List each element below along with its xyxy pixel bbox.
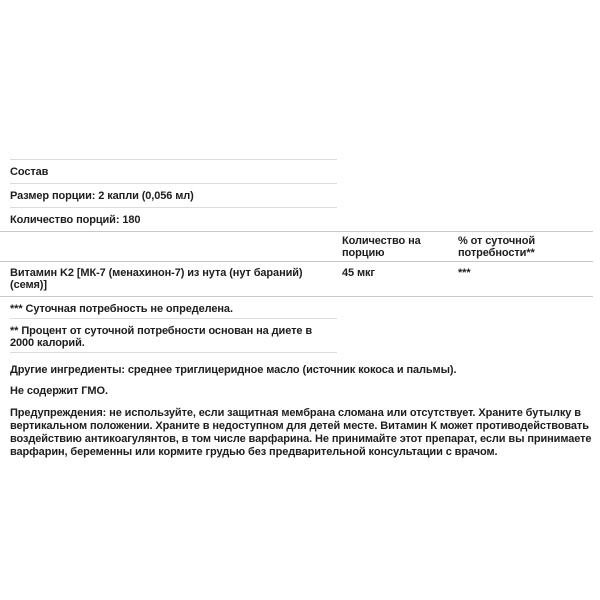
footnote-daily-value-not-established: *** Суточная потребность не определена. xyxy=(10,297,337,319)
header-daily-value: % от суточной потребности** xyxy=(458,235,535,259)
info-row-composition xyxy=(10,159,337,183)
other-ingredients-paragraph: Другие ингредиенты: среднее триглицеридное масло (источник кокоса и пальмы). xyxy=(10,364,457,376)
footnote-percent-daily-value: ** Процент от суточной потребности основан на диете в 2000 калорий. xyxy=(10,319,337,353)
servings-count-label: Количество порций: 180 xyxy=(10,213,141,226)
ingredient-name: Витамин K2 [МК-7 (менахинон-7) из нута (нут бараний) (семя)] xyxy=(10,267,303,291)
gmo-note-paragraph: Не содержит ГМО. xyxy=(10,385,108,397)
nutrition-table xyxy=(0,231,593,297)
label-info-rows xyxy=(10,159,337,231)
ingredient-daily-value: *** xyxy=(458,267,471,279)
ingredient-amount: 45 мкг xyxy=(342,267,375,279)
info-row-serving-size xyxy=(10,183,337,207)
nutrition-table-header xyxy=(0,231,593,261)
table-footnotes xyxy=(10,297,337,353)
header-amount-per-serving: Количество на порцию xyxy=(342,235,421,259)
info-row-servings-count xyxy=(10,207,337,231)
composition-label: Состав xyxy=(10,165,49,178)
serving-size-label: Размер порции: 2 капли (0,056 мл) xyxy=(10,189,194,202)
warnings-paragraph: Предупреждения: не используйте, если защитная мембрана сломана или отсутствует. Храните бутылку в вертикальном положении. Храните в недоступном для детей месте. Витамин К может противодействовать воздействию антикоагулянтов, в том числе варфарина. Не принимайте этот препарат, если вы принимаете варфарин, беременны или кормите грудью без предварительной консультации с врачом. xyxy=(10,407,592,458)
table-row xyxy=(0,261,593,297)
header-ingredient-cell xyxy=(0,235,342,259)
